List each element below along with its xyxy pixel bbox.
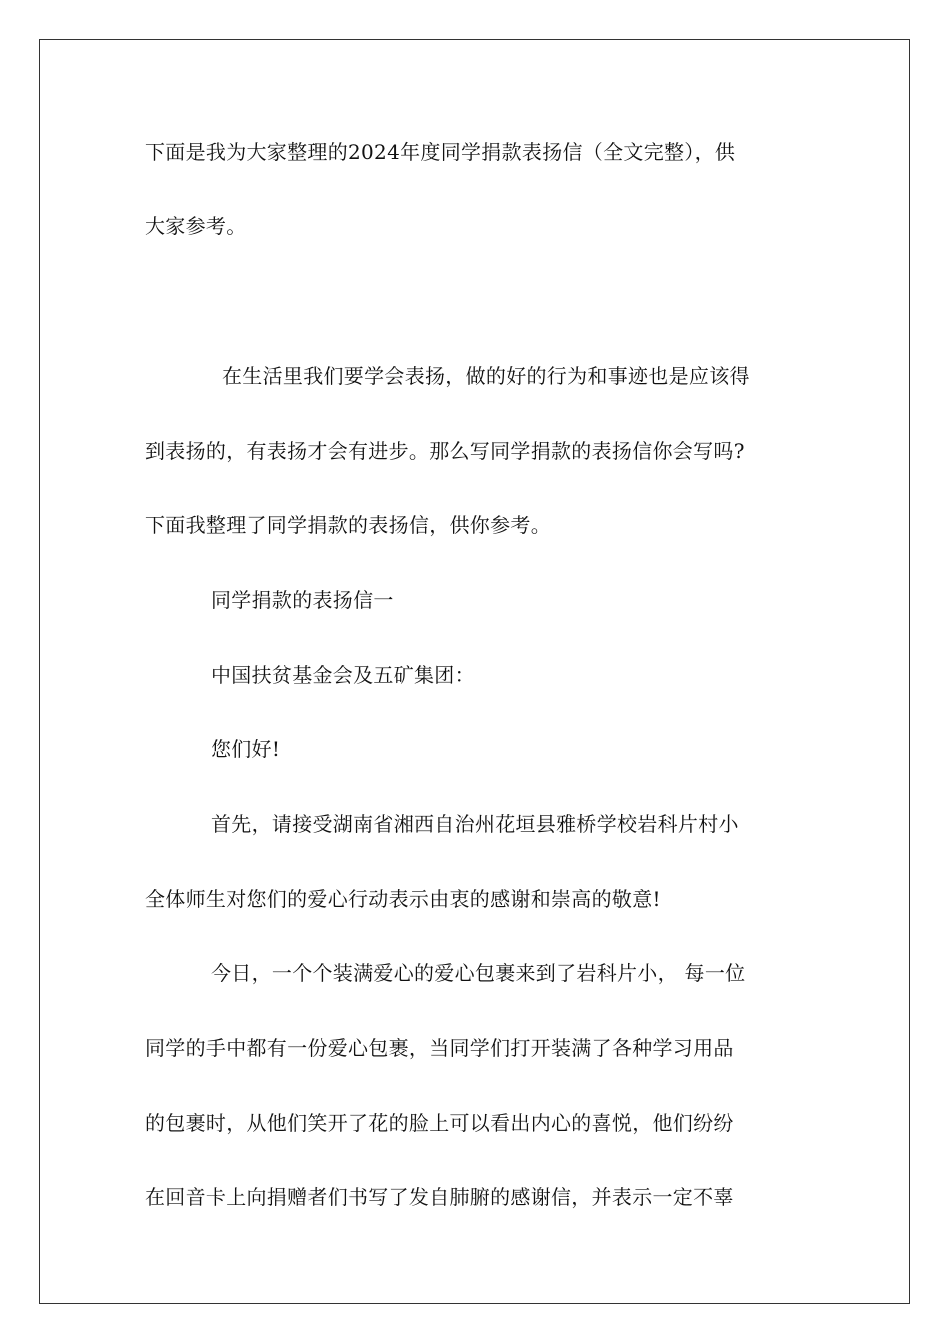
paragraph2-line-3: 的包裹时，从他们笑开了花的脸上可以看出内心的喜悦，他们纷纷 (145, 1111, 734, 1135)
paragraph1-line-1: 首先，请接受湖南省湘西自治州花垣县雅桥学校岩科片村小 (211, 812, 739, 836)
paragraph2-line-2: 同学的手中都有一份爱心包裹，当同学们打开装满了各种学习用品 (145, 1036, 734, 1060)
preface-line-1: 在生活里我们要学会表扬，做的好的行为和事迹也是应该得 (222, 364, 750, 388)
letter-greeting: 您们好! (211, 737, 281, 761)
intro-line-2: 大家参考。 (145, 214, 247, 238)
paragraph2-line-4: 在回音卡上向捐赠者们书写了发自肺腑的感谢信，并表示一定不辜 (145, 1185, 734, 1209)
paragraph2-line-1: 今日，一个个装满爱心的爱心包裹来到了岩科片小， 每一位 (211, 961, 746, 985)
paragraph1-line-2: 全体师生对您们的爱心行动表示由衷的感谢和崇高的敬意! (145, 887, 661, 911)
letter-recipient: 中国扶贫基金会及五矿集团： (211, 663, 475, 687)
preface-line-2: 到表扬的，有表扬才会有进步。那么写同学捐款的表扬信你会写吗? (145, 439, 745, 463)
intro-line-1: 下面是我为大家整理的2024年度同学捐款表扬信（全文完整），供 (145, 140, 736, 164)
letter-title: 同学捐款的表扬信一 (211, 588, 394, 612)
preface-line-3: 下面我整理了同学捐款的表扬信，供你参考。 (145, 513, 551, 537)
